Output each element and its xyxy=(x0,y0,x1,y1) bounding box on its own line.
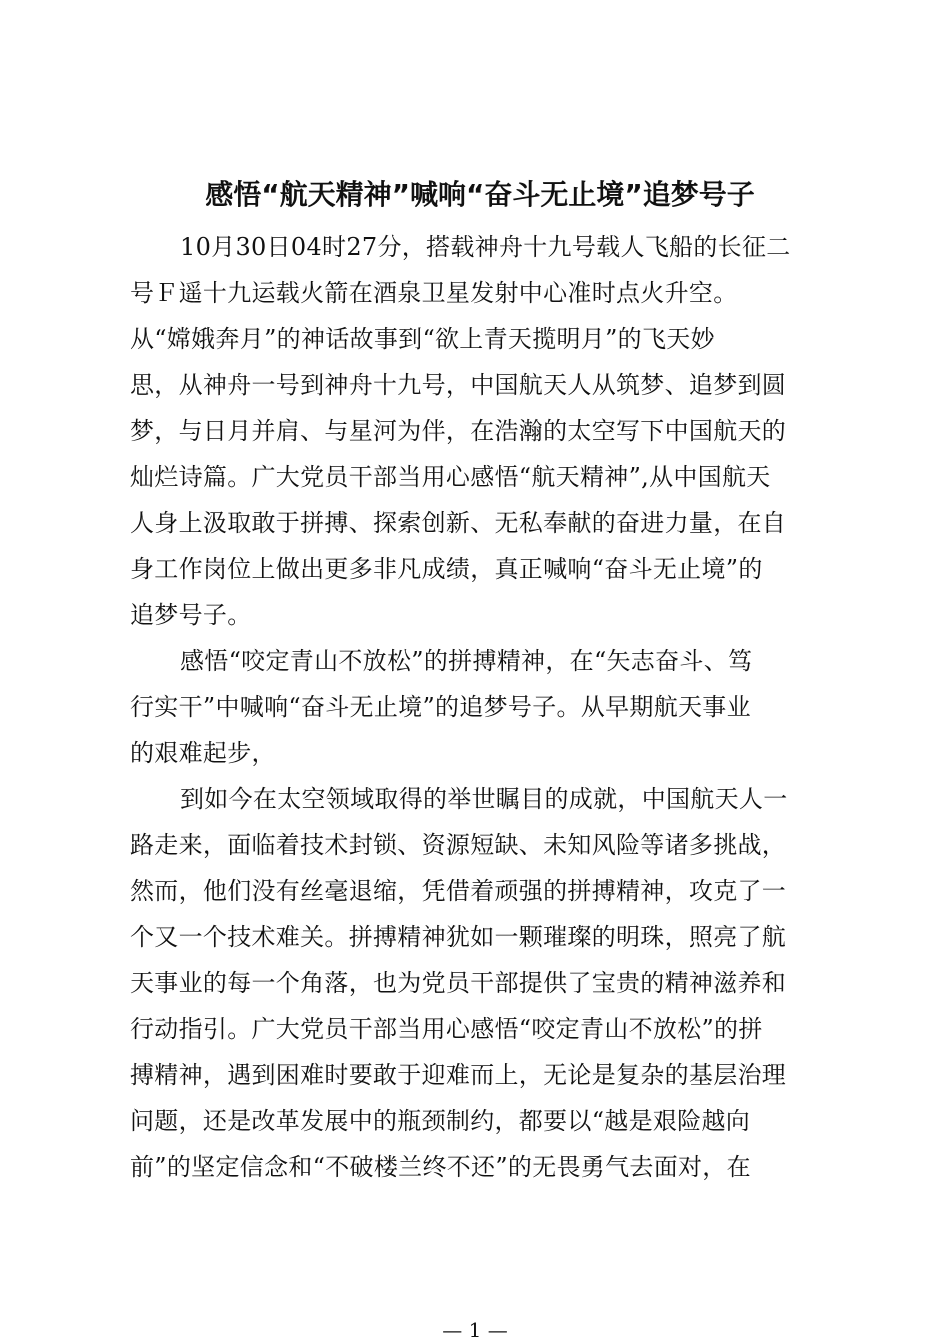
body-line: 追梦号子。 xyxy=(130,601,252,629)
document-body xyxy=(130,224,850,1190)
body-line: 个又一个技术难关。拼搏精神犹如一颗璀璨的明珠，照亮了航 xyxy=(130,923,787,951)
body-line: 的艰难起步， xyxy=(130,739,276,767)
body-line: 灿烂诗篇。广大党员干部当用心感悟“航天精神”,从中国航天 xyxy=(130,463,771,491)
body-line: 从“嫦娥奔月”的神话故事到“欲上青天揽明月”的飞天妙 xyxy=(130,325,715,353)
body-line: 搏精神，遇到困难时要敢于迎难而上，无论是复杂的基层治理 xyxy=(130,1061,787,1089)
page-number: — 1 — xyxy=(442,1318,508,1342)
body-line: 天事业的每一个角落，也为党员干部提供了宝贵的精神滋养和 xyxy=(130,969,787,997)
body-line: 行实干”中喊响“奋斗无止境”的追梦号子。从早期航天事业 xyxy=(130,693,751,721)
body-line: 行动指引。广大党员干部当用心感悟“咬定青山不放松”的拼 xyxy=(130,1015,763,1043)
body-line: 感悟“咬定青山不放松”的拼搏精神，在“矢志奋斗、笃 xyxy=(180,647,753,675)
document-title: 感悟“航天精神”喊响“奋斗无止境”追梦号子 xyxy=(205,178,755,211)
body-line: 然而，他们没有丝毫退缩，凭借着顽强的拼搏精神，攻克了一 xyxy=(130,877,787,905)
body-line: 到如今在太空领域取得的举世瞩目的成就，中国航天人一 xyxy=(180,785,788,813)
body-line: 问题，还是改革发展中的瓶颈制约，都要以“越是艰险越向 xyxy=(130,1107,751,1135)
body-line: 思，从神舟一号到神舟十九号，中国航天人从筑梦、追梦到圆 xyxy=(130,371,787,399)
body-line: 路走来，面临着技术封锁、资源短缺、未知风险等诸多挑战， xyxy=(130,831,787,859)
body-line: 10月30日04时27分，搭载神舟十九号载人飞船的长征二 xyxy=(180,233,791,261)
body-line: 号Ｆ遥十九运载火箭在酒泉卫星发射中心准时点火升空。 xyxy=(130,279,738,307)
body-line: 人身上汲取敢于拼搏、探索创新、无私奉献的奋进力量，在自 xyxy=(130,509,787,537)
body-line: 前”的坚定信念和“不破楼兰终不还”的无畏勇气去面对，在 xyxy=(130,1153,751,1181)
body-line: 身工作岗位上做出更多非凡成绩，真正喊响“奋斗无止境”的 xyxy=(130,555,763,583)
body-line: 梦，与日月并肩、与星河为伴，在浩瀚的太空写下中国航天的 xyxy=(130,417,787,445)
